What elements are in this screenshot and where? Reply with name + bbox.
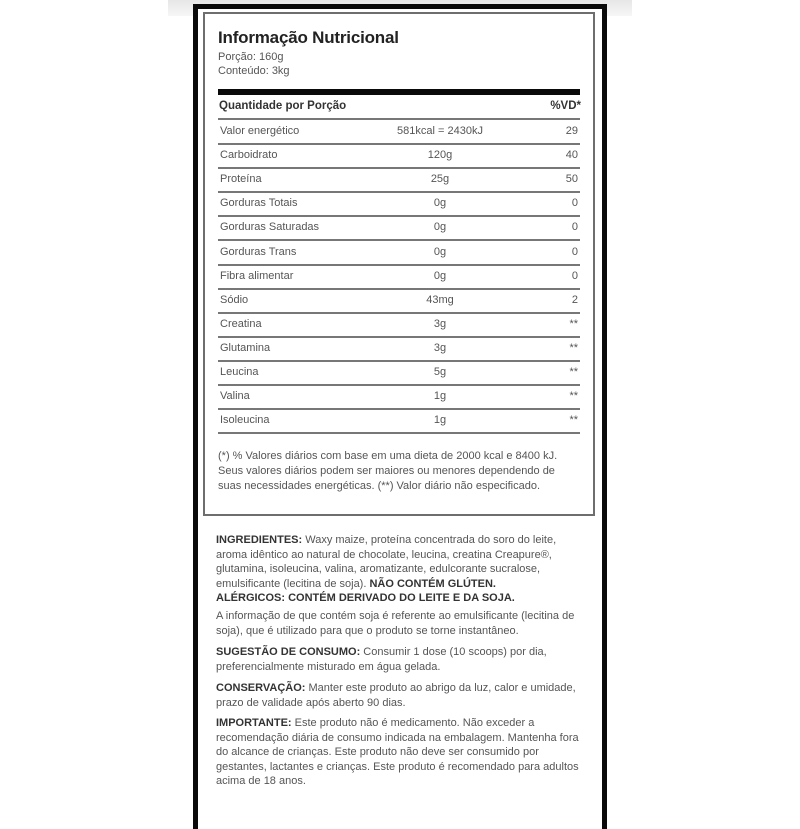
- nutrient-amount: 120g: [427, 149, 453, 162]
- nutrient-name: Sódio: [220, 293, 249, 306]
- nutrient-amount: 25g: [430, 173, 450, 186]
- nutrient-row: [218, 242, 580, 264]
- nutrient-name: Leucina: [220, 366, 259, 378]
- quantity-per-portion-header: Quantidade por Porção: [219, 100, 347, 112]
- nutrient-amount: 1g: [433, 390, 447, 403]
- storage-section: [216, 681, 586, 710]
- package-content: Conteúdo: 3kg: [218, 65, 290, 77]
- nutrient-name: Valina: [220, 390, 250, 403]
- suggestion-text: Consumir 1 dose (10 scoops) por dia, preferencialmente misturado em água gelada.: [216, 646, 547, 673]
- nutrient-amount: 5g: [433, 366, 447, 378]
- important-label: IMPORTANTE:: [216, 717, 292, 729]
- nutrient-row: [218, 169, 580, 191]
- nutrient-amount: 0g: [433, 221, 447, 234]
- nutrient-name: Isoleucina: [220, 414, 270, 427]
- ingredients-text: Waxy maize, proteína concentrada do soro do leite, aroma idêntico ao natural de chocolate, leucina, creatina Creapure®, glutamina, isoleucina, valina, aromatizante, edulcorante sucralose, emulsificante (lecitina de soja).: [216, 534, 557, 590]
- gluten-statement: NÃO CONTÉM GLÚTEN.: [369, 577, 496, 590]
- nutrient-amount: 0g: [433, 197, 447, 210]
- allergens-statement: ALÉRGICOS: CONTÉM DERIVADO DO LEITE E DA SOJA.: [216, 592, 515, 604]
- row-divider: [218, 432, 580, 434]
- important-section: [216, 716, 586, 789]
- nutrient-amount: 0g: [433, 245, 447, 258]
- portion-size: Porção: 160g: [218, 51, 284, 63]
- nutrient-amount: 1g: [433, 414, 447, 427]
- nutrient-daily-value: **: [569, 317, 578, 330]
- nutrient-name: Gorduras Trans: [220, 245, 297, 258]
- nutrient-daily-value: **: [569, 341, 578, 354]
- nutrient-daily-value: 0: [571, 197, 578, 210]
- nutrient-name: Proteína: [220, 173, 262, 186]
- nutrient-name: Gorduras Saturadas: [220, 221, 320, 234]
- nutrition-title: Informação Nutricional: [218, 28, 399, 47]
- nutrient-amount: 3g: [433, 341, 447, 354]
- nutrient-name: Carboidrato: [220, 149, 278, 162]
- nutrient-row: [218, 362, 580, 384]
- ingredients-label: INGREDIENTES:: [216, 534, 303, 546]
- nutrient-daily-value: **: [569, 390, 578, 403]
- important-text: Este produto não é medicamento. Não exceder a recomendação diária de consumo indicada na embalagem. Mantenha fora do alcance de crianças. Este produto não deve ser consumido por gestantes, lactantes e crianças. Este produto é recomendado para adultos acima de 18 anos.: [216, 717, 579, 787]
- nutrient-row: [218, 290, 580, 312]
- nutrient-name: Valor energético: [220, 125, 300, 137]
- nutrient-daily-value: 40: [565, 149, 578, 162]
- nutrient-row: [218, 266, 580, 288]
- nutrient-name: Creatina: [220, 317, 262, 330]
- nutrient-row: [218, 217, 580, 239]
- nutrient-daily-value: **: [569, 414, 578, 427]
- daily-values-footnote: (*) % Valores diários com base em uma dieta de 2000 kcal e 8400 kJ. Seus valores diários podem ser maiores ou menores dependendo de suas necessidades energéticas. (**) Valor diário não especificado.: [218, 450, 558, 492]
- nutrient-row: [218, 338, 580, 360]
- nutrient-daily-value: 29: [565, 125, 578, 137]
- nutrient-row: [218, 121, 580, 143]
- storage-text: Manter este produto ao abrigo da luz, calor e umidade, prazo de validade após aberto 90 dias.: [216, 682, 576, 709]
- nutrient-amount: 581kcal = 2430kJ: [397, 125, 483, 137]
- nutrient-daily-value: 50: [565, 173, 578, 186]
- nutrient-row: [218, 193, 580, 215]
- nutrient-daily-value: 0: [571, 245, 578, 258]
- daily-value-header: %VD*: [550, 100, 581, 112]
- nutrient-amount: 0g: [433, 269, 447, 282]
- suggestion-label: SUGESTÃO DE CONSUMO:: [216, 646, 361, 658]
- consumption-suggestion: [216, 645, 586, 674]
- nutrient-daily-value: **: [569, 366, 578, 378]
- ingredients-section: [216, 533, 586, 606]
- nutrient-row: [218, 386, 580, 408]
- nutrient-row: [218, 410, 580, 432]
- storage-label: CONSERVAÇÃO:: [216, 682, 306, 694]
- nutrient-amount: 43mg: [426, 293, 454, 306]
- nutrient-amount: 3g: [433, 317, 447, 330]
- nutrient-row: [218, 145, 580, 167]
- nutrient-name: Gorduras Totais: [220, 197, 298, 210]
- nutrient-name: Fibra alimentar: [220, 269, 294, 282]
- nutrient-row: [218, 314, 580, 336]
- nutrient-daily-value: 0: [571, 269, 578, 282]
- nutrient-daily-value: 2: [571, 293, 578, 306]
- nutrient-daily-value: 0: [571, 221, 578, 234]
- nutrient-name: Glutamina: [220, 341, 271, 354]
- soy-note: A informação de que contém soja é referente ao emulsificante (lecitina de soja), que é utilizado para que o produto se torne instantâneo.: [216, 610, 575, 637]
- header-divider: [218, 118, 580, 120]
- header-thick-divider: [218, 89, 580, 95]
